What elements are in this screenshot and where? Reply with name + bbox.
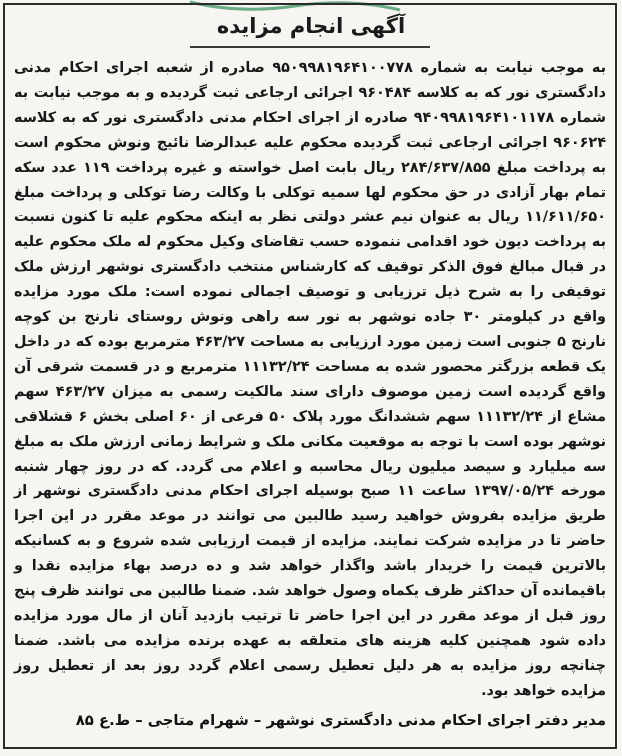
notice-signature: مدیر دفتر اجرای احکام مدنی دادگستری نوشهر – شهرام متاجی – ط.ع ۸۵ bbox=[75, 712, 606, 729]
notice-title: آگهی انجام مزایده bbox=[216, 14, 406, 38]
notice-body: به موجب نیابت به شماره ۹۵۰۹۹۸۱۹۶۴۱۰۰۷۷۸ صادره از شعبه اجرای احکام مدنی دادگستری نور که به کلاسه ۹۶۰۴۸۴ اجرائی ارجاعی ثبت گردیده و به موجب نیابت به شماره ۹۴۰۹۹۸۱۹۶۴۱۰۱۱۷۸ صادره از اجرای احکام مدنی دادگستری نور که به کلاسه ۹۶۰۶۲۴ اجرائی ارجاعی ثبت گردیده محکوم علیه عبدالرضا نائیج ونوش محکوم است به پرداخت مبلغ ۲۸۴/۶۳۷/۸۵۵ ریال بابت اصل خواسته و غیره پرداخت ۱۱۹ عدد سکه تمام بهار آزادی در حق محکوم لها سمیه توکلی با وکالت رضا توکلی و پرداخت مبلغ ۱۱/۶۱۱/۶۵۰ ریال به عنوان نیم عشر دولتی نظر به اینکه محکوم علیه تا کنون نسبت به پرداخت دیون خود اقدامی ننموده حسب تقاضای وکیل محکوم له ملک محکوم علیه در قبال مبالغ فوق الذکر توقیف که کارشناس منتخب دادگستری نوشهر ارزش ملک توقیفی را به شرح ذیل ترزیابی و توصیف اجمالی نموده است: ملک مورد مزایده واقع در کیلومتر ۳۰ جاده نوشهر به نور سه راهی ونوش روستای نارنج بن کوچه نارنج ۵ جنوبی است زمین مورد ارزیابی به مساحت ۴۶۳/۲۷ مترمربع بوده که در داخل یک قطعه بزرگتر محصور شده به مساحت ۱۱۱۳۲/۲۴ مترمربع و در قسمت شرقی آن واقع گردیده است زمین موصوف دارای سند مالکیت رسمی به میزان ۴۶۳/۲۷ سهم مشاع از ۱۱۱۳۲/۲۴ سهم ششدانگ مورد پلاک ۵۰ فرعی از ۶۰ اصلی بخش ۶ قشلاقی نوشهر بوده است با توجه به موقعیت مکانی ملک و شرایط زمانی ارزش ملک به مبلغ سه میلیارد و سیصد میلیون ریال محاسبه و اعلام می گردد. که در روز چهار شنبه مورخه ۱۳۹۷/۰۵/۲۴ ساعت ۱۱ صبح بوسیله اجرای احکام مدنی دادگستری نوشهر از طریق مزایده بفروش خواهید رسید طالبین می توانند در موعد مقرر در این اجرا حاضر تا در مزایده شرکت نمایند. مزایده از قیمت ارزیابی شده شروع و به کسانیکه بالاترین قیمت را خریدار باشد واگذار خواهد شد و ده درصد بهاء مزایده نقدا و باقیمانده آن حداکثر ظرف یکماه وصول خواهد شد. ضمنا طالبین می توانند ظرف پنج روز قبل از موعد مقرر در این اجرا حاضر تا ترتیب بازدید آنان از مال مورد مزایده داده شود همچنین کلیه هزینه های متعلقه به عهده برنده مزایده می باشد. ضمنا چنانچه روز مزایده به هر دلیل تعطیل رسمی اعلام گردد روز بعد از تعطیل روز مزایده خواهد بود. bbox=[14, 60, 607, 699]
title-underline bbox=[190, 46, 430, 48]
